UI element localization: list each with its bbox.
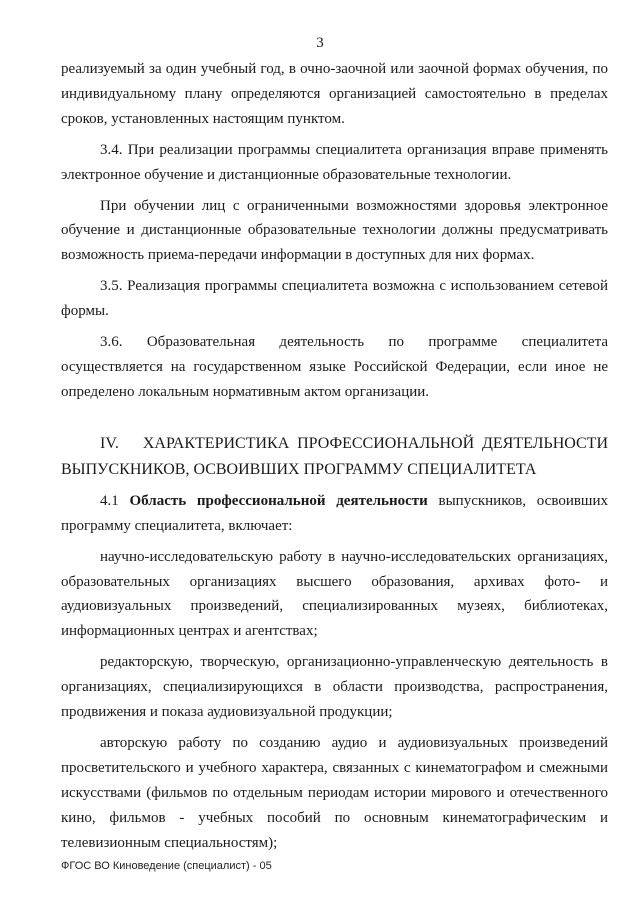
list-item: научно-исследовательскую работу в научно-исследовательских организациях, образовательных организациях высшего образования, архивах фото- и аудиовизуальных произведений, специализированных музеях, библиотеках, информационных центрах и агентствах; (61, 548, 608, 640)
paragraph-3-4: 3.4. При реализации программы специалитета организация вправе применять электронное обучение и дистанционные образовательные технологии. (61, 141, 608, 183)
document-body (61, 57, 608, 855)
clause-number: 4.1 (100, 492, 119, 509)
list-item: авторскую работу по созданию аудио и аудиовизуальных произведений просветительского и учебного характера, связанных с кинематографом и смежными искусствами (фильмов по отдельным периодам истории мирового и отечественного кино, фильмов - учебных пособий по основным кинематографическим и телевизионным специальностям); (61, 734, 608, 851)
paragraph-continuation: реализуемый за один учебный год, в очно-заочной или заочной формах обучения, по индивидуальному плану определяются организацией самостоятельно в пределах сроков, установленных настоящим пунктом. (61, 61, 608, 127)
paragraph-3-6: 3.6. Образовательная деятельность по программе специалитета осуществляется на государственном языке Российской Федерации, если иное не определено локальным нормативным актом организации. (61, 334, 608, 400)
document-footer: ФГОС ВО Киноведение (специалист) - 05 (61, 860, 272, 872)
paragraph-4-1 (61, 489, 608, 539)
paragraph-3-5: 3.5. Реализация программы специалитета возможна с использованием сетевой формы. (61, 278, 608, 320)
clause-text: выпускников, освоивших программу специалитета, включает: (61, 492, 609, 534)
section-heading (61, 431, 608, 483)
paragraph-disabilities: При обучении лиц с ограниченными возможностями здоровья электронное обучение и дистанционные образовательные технологии должны предусматривать возможность приема-передачи информации в доступных для них формах. (61, 197, 608, 264)
section-title: ХАРАКТЕРИСТИКА ПРОФЕССИОНАЛЬНОЙ ДЕЯТЕЛЬНОСТИ ВЫПУСКНИКОВ, ОСВОИВШИХ ПРОГРАММУ СПЕЦИАЛИТЕТА (61, 434, 608, 478)
clause-bold-term: Область профессиональной деятельности (129, 492, 428, 509)
page-number: 3 (316, 35, 324, 51)
section-number: IV. (100, 434, 119, 452)
list-item: редакторскую, творческую, организационно-управленческую деятельность в организациях, специализирующихся в области производства, распространения, продвижения и показа аудиовизуальной продукции; (61, 654, 608, 721)
